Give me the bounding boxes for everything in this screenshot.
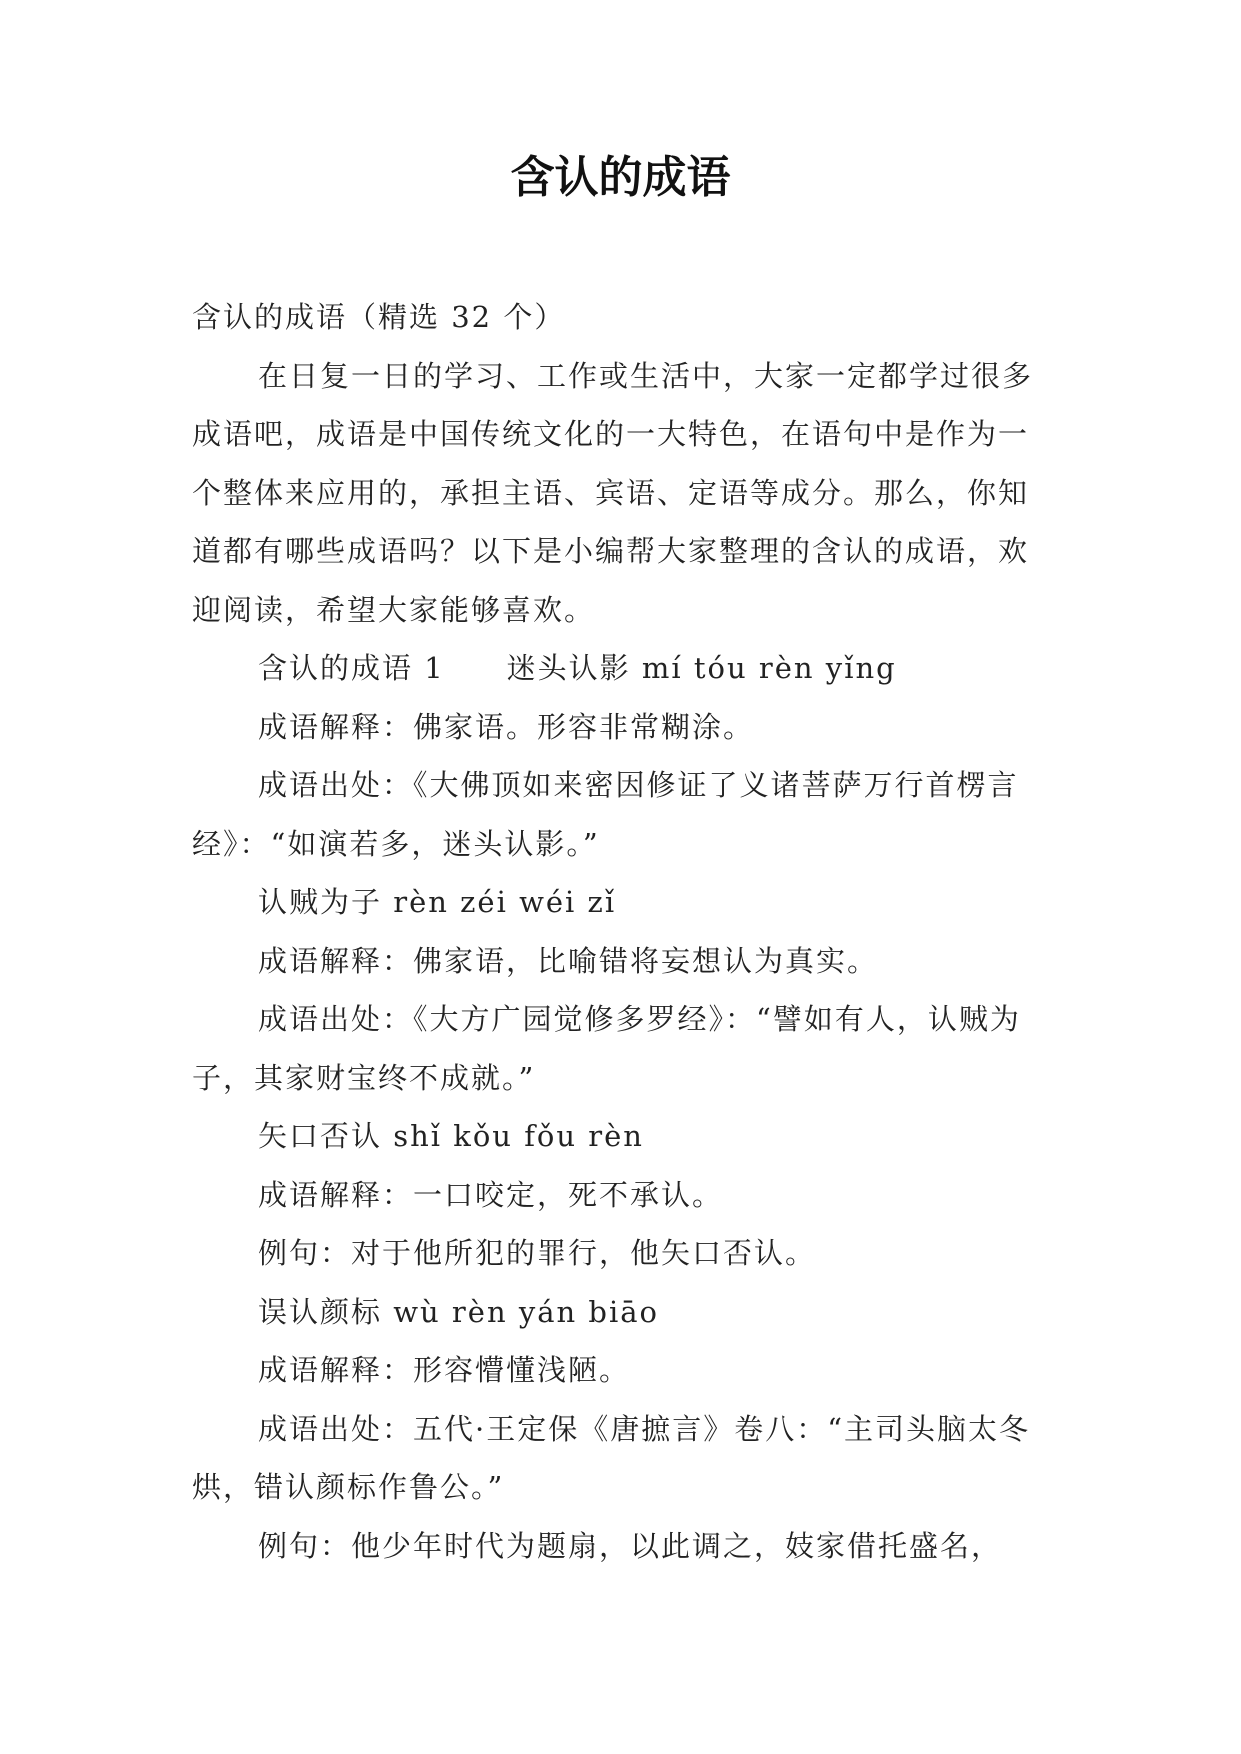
idiom-explanation: 成语解释：一口咬定，死不承认。 (258, 1177, 724, 1212)
idiom-explanation: 成语解释：形容懵懂浅陋。 (258, 1353, 631, 1387)
idiom-source: 成语出处：《大方广园觉修多罗经》：“譬如有人，认贼为子，其家财宝终不成就。” (192, 1002, 1021, 1095)
idiom-explanation: 成语解释：佛家语，比喻错将妄想认为真实。 (258, 943, 879, 978)
idiom-source: 成语出处：《大佛顶如来密因修证了义诸菩萨万行首楞言经》：“如演若多，迷头认影。” (192, 768, 1019, 861)
idiom-explanation: 成语解释：佛家语。形容非常糊涂。 (258, 709, 755, 744)
idiom-example: 例句：他少年时代为题扇，以此调之，妓家借托盛名， (258, 1528, 1003, 1563)
idiom-heading: 矢口否认 shǐ kǒu fǒu rèn (258, 1119, 644, 1153)
idiom-heading: 误认颜标 wù rèn yán biāo (258, 1294, 660, 1329)
idiom-heading-1: 含认的成语 1 迷头认影 mí tóu rèn yǐng (258, 651, 897, 685)
intro-paragraph: 在日复一日的学习、工作或生活中，大家一定都学过很多成语吧，成语是中国传统文化的一大特色，在语句中是作为一个整体来应用的，承担主语、宾语、定语等成分。那么，你知道都有哪些成语吗？以下是小编帮大家整理的含认的成语，欢迎阅读，希望大家能够喜欢。 (192, 358, 1034, 627)
idiom-example: 例句：对于他所犯的罪行，他矢口否认。 (258, 1236, 817, 1270)
document-subtitle: 含认的成语（精选 32 个） (192, 300, 566, 334)
document-body (192, 288, 1052, 1575)
idiom-source: 成语出处：五代·王定保《唐摭言》卷八：“主司头脑太冬烘，错认颜标作鲁公。” (192, 1411, 1031, 1504)
idiom-heading: 认贼为子 rèn zéi wéi zǐ (258, 885, 617, 919)
document-title: 含认的成语 (510, 152, 731, 203)
